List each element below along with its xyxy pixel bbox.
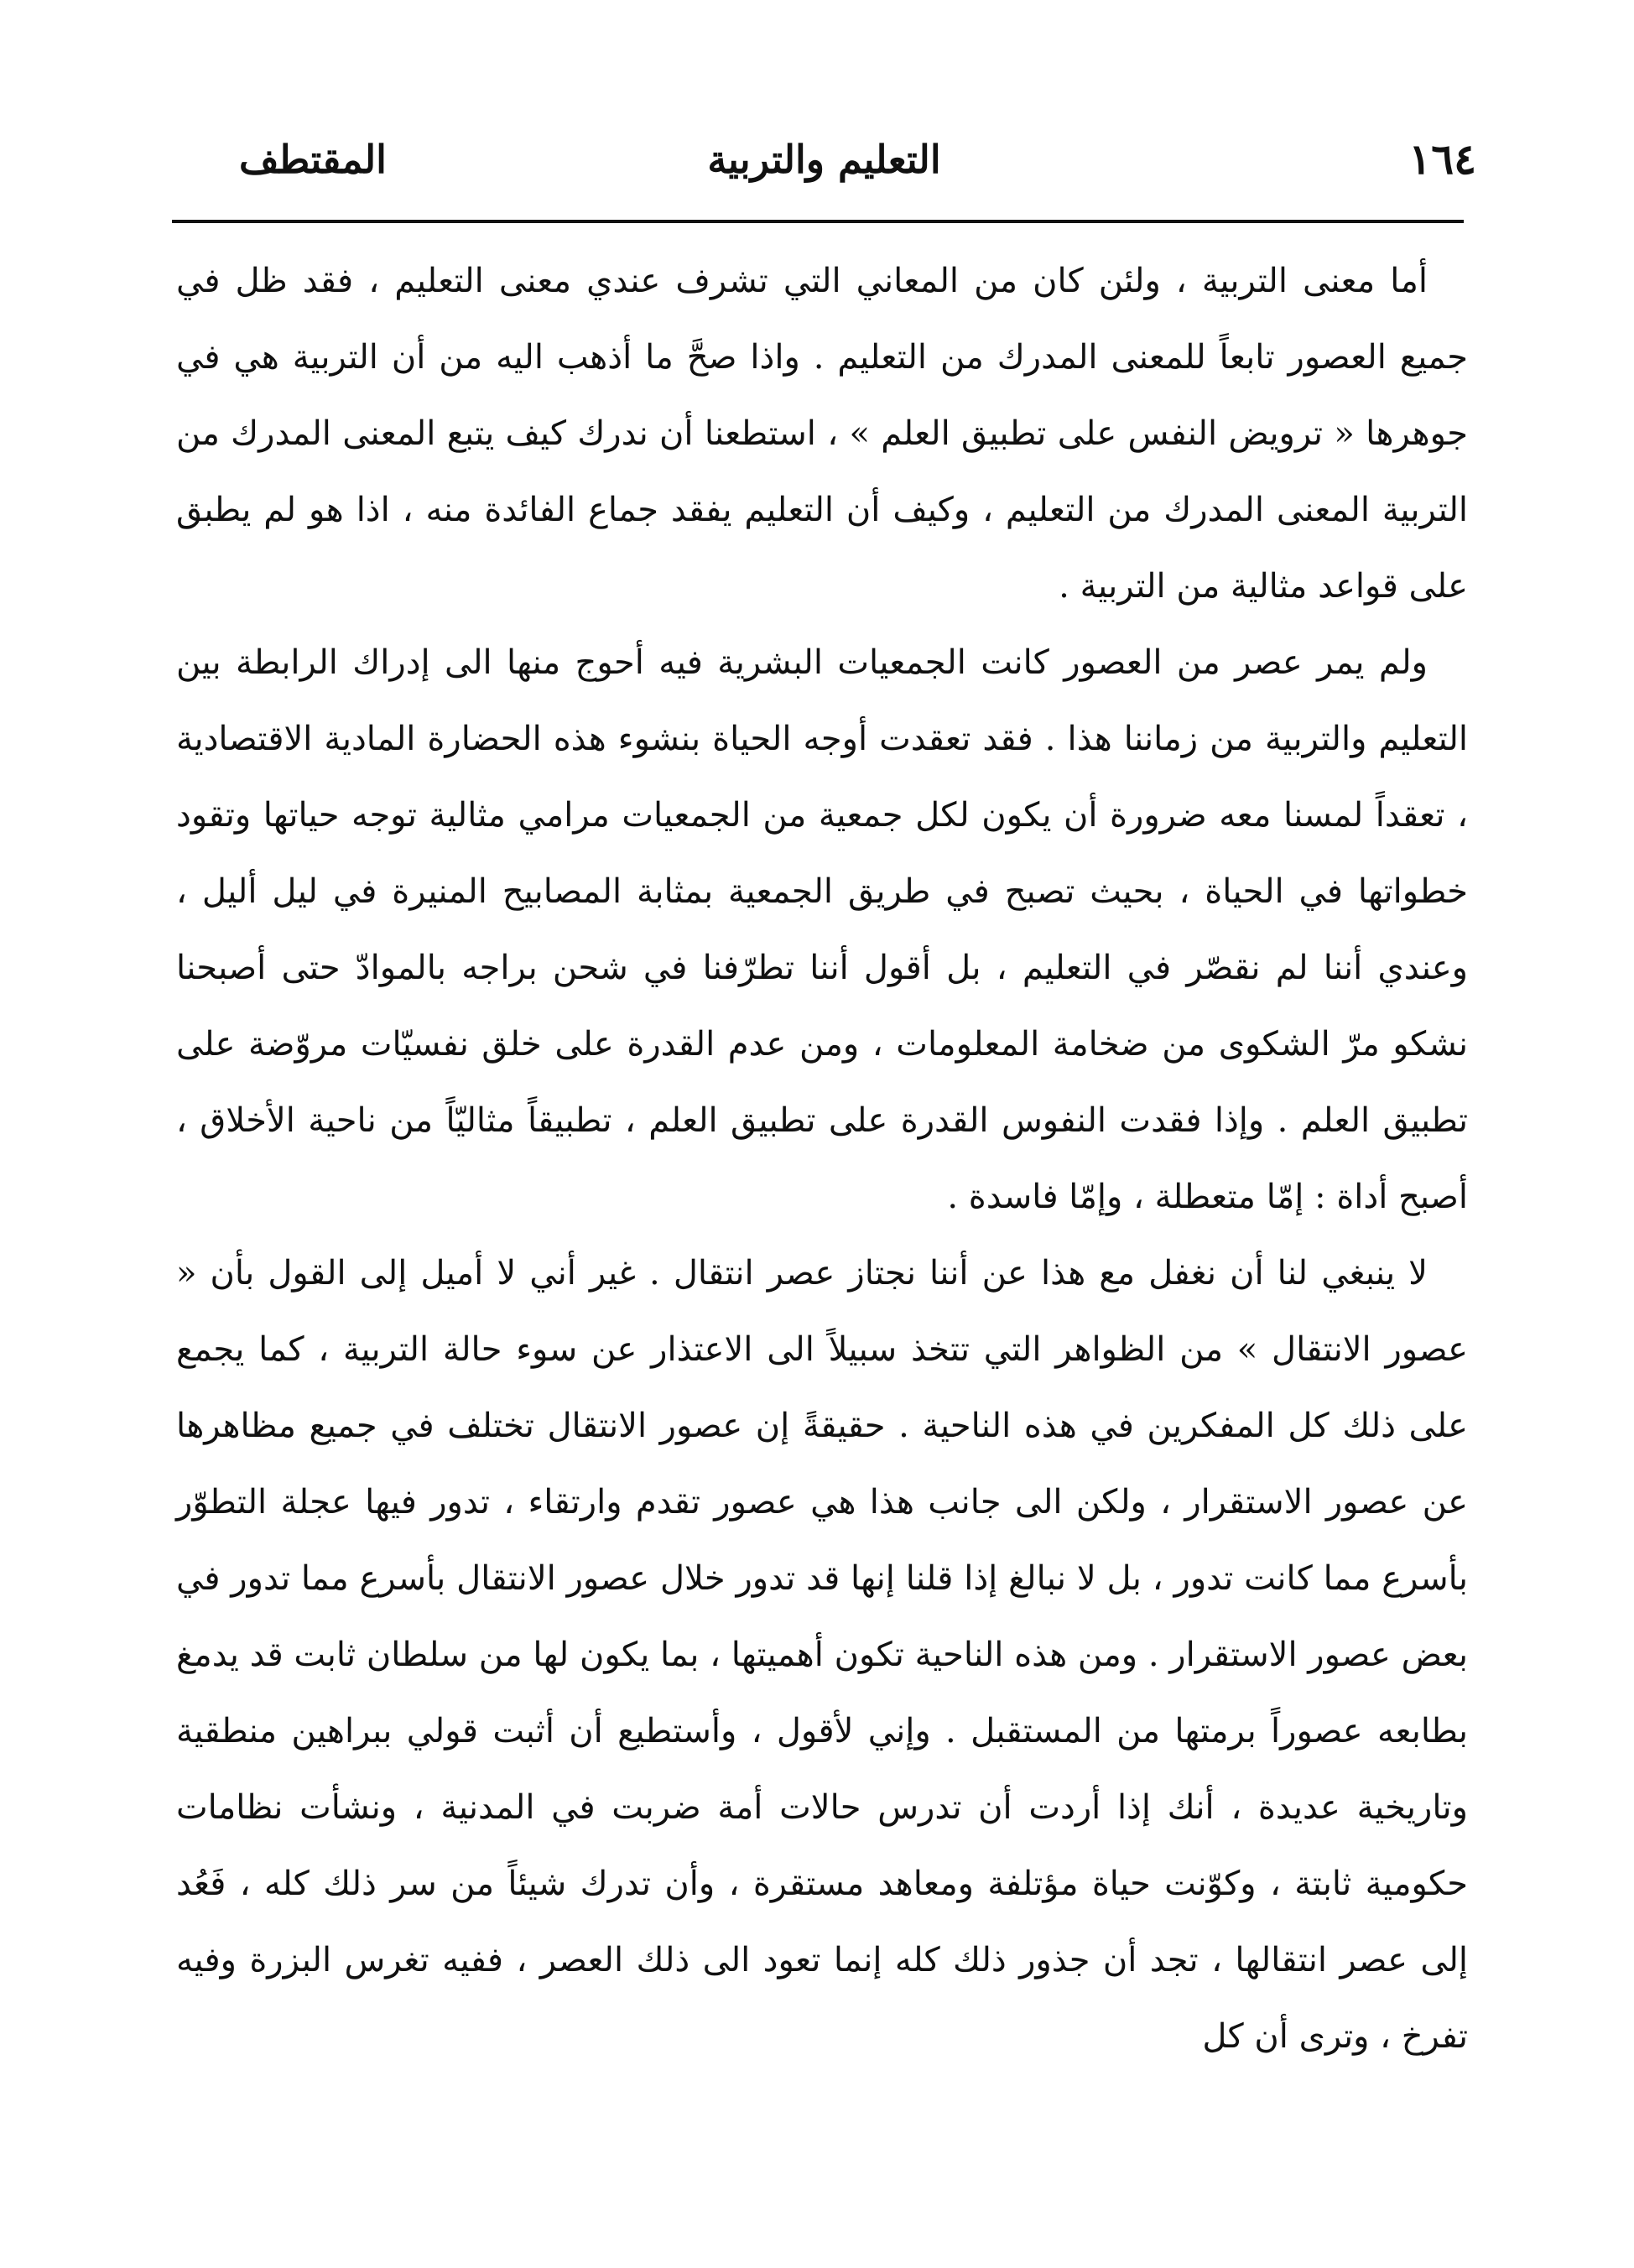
page-number: ١٦٤: [1408, 134, 1476, 184]
article-body: [176, 243, 1468, 2075]
running-head: [172, 126, 1476, 193]
journal-name: المقتطف: [239, 137, 387, 182]
paragraph-2: ولم يمر عصر من العصور كانت الجمعيات البشرية فيه أحوج منها الى إدراك الرابطة بين التعليم والتربية من زماننا هذا . فقد تعقدت أوجه الحياة بنشوء هذه الحضارة المادية الاقتصادية ، تعقداً لمسنا معه ضرورة أن يكون لكل جمعية من الجمعيات مرامي مثالية توجه حياتها وتقود خطواتها في الحياة ، بحيث تصبح في طريق الجمعية بمثابة المصابيح المنيرة في ليل أليل ، وعندي أننا لم نقصّر في التعليم ، بل أقول أننا تطرّفنا في شحن براجه بالموادّ حتى أصبحنا نشكو مرّ الشكوى من ضخامة المعلومات ، ومن عدم القدرة على خلق نفسيّات مروّضة على تطبيق العلم . وإذا فقدت النفوس القدرة على تطبيق العلم ، تطبيقاً مثاليّاً من ناحية الأخلاق ، أصبح أداة : إمّا متعطلة ، وإمّا فاسدة .: [176, 643, 1468, 1216]
paragraph-3: لا ينبغي لنا أن نغفل مع هذا عن أننا نجتاز عصر انتقال . غير أني لا أميل إلى القول بأن « عصور الانتقال » من الظواهر التي تتخذ سبيلاً الى الاعتذار عن سوء حالة التربية ، كما يجمع على ذلك كل المفكرين في هذه الناحية . حقيقةً إن عصور الانتقال تختلف في جميع مظاهرها عن عصور الاستقرار ، ولكن الى جانب هذا هي عصور تقدم وارتقاء ، تدور فيها عجلة التطوّر بأسرع مما كانت تدور ، بل لا نبالغ إذا قلنا إنها قد تدور خلال عصور الانتقال بأسرع مما تدور في بعض عصور الاستقرار . ومن هذه الناحية تكون أهميتها ، بما يكون لها من سلطان ثابت قد يدمغ بطابعه عصوراً برمتها من المستقبل . وإني لأقول ، وأستطيع أن أثبت قولي ببراهين منطقية وتاريخية عديدة ، أنك إذا أردت أن تدرس حالات أمة ضربت في المدنية ، ونشأت نظامات حكومية ثابتة ، وكوّنت حياة مؤتلفة ومعاهد مستقرة ، وأن تدرك شيئاً من سر ذلك كله ، فَعُد إلى عصر انتقالها ، تجد أن جذور ذلك كله إنما تعود الى ذلك العصر ، ففيه تغرس البزرة وفيه تفرخ ، وترى أن كل: [176, 1254, 1468, 2056]
paragraph-1: أما معنى التربية ، ولئن كان من المعاني التي تشرف عندي معنى التعليم ، فقد ظل في جميع العصور تابعاً للمعنى المدرك من التعليم . واذا صحَّ ما أذهب اليه من أن التربية هي في جوهرها « ترويض النفس على تطبيق العلم » ، استطعنا أن ندرك كيف يتبع المعنى المدرك من التربية المعنى المدرك من التعليم ، وكيف أن التعليم يفقد جماع الفائدة منه ، اذا هو لم يطبق على قواعد مثالية من التربية .: [176, 262, 1468, 606]
header-rule: [172, 220, 1464, 223]
page-title: التعليم والتربية: [707, 137, 941, 182]
